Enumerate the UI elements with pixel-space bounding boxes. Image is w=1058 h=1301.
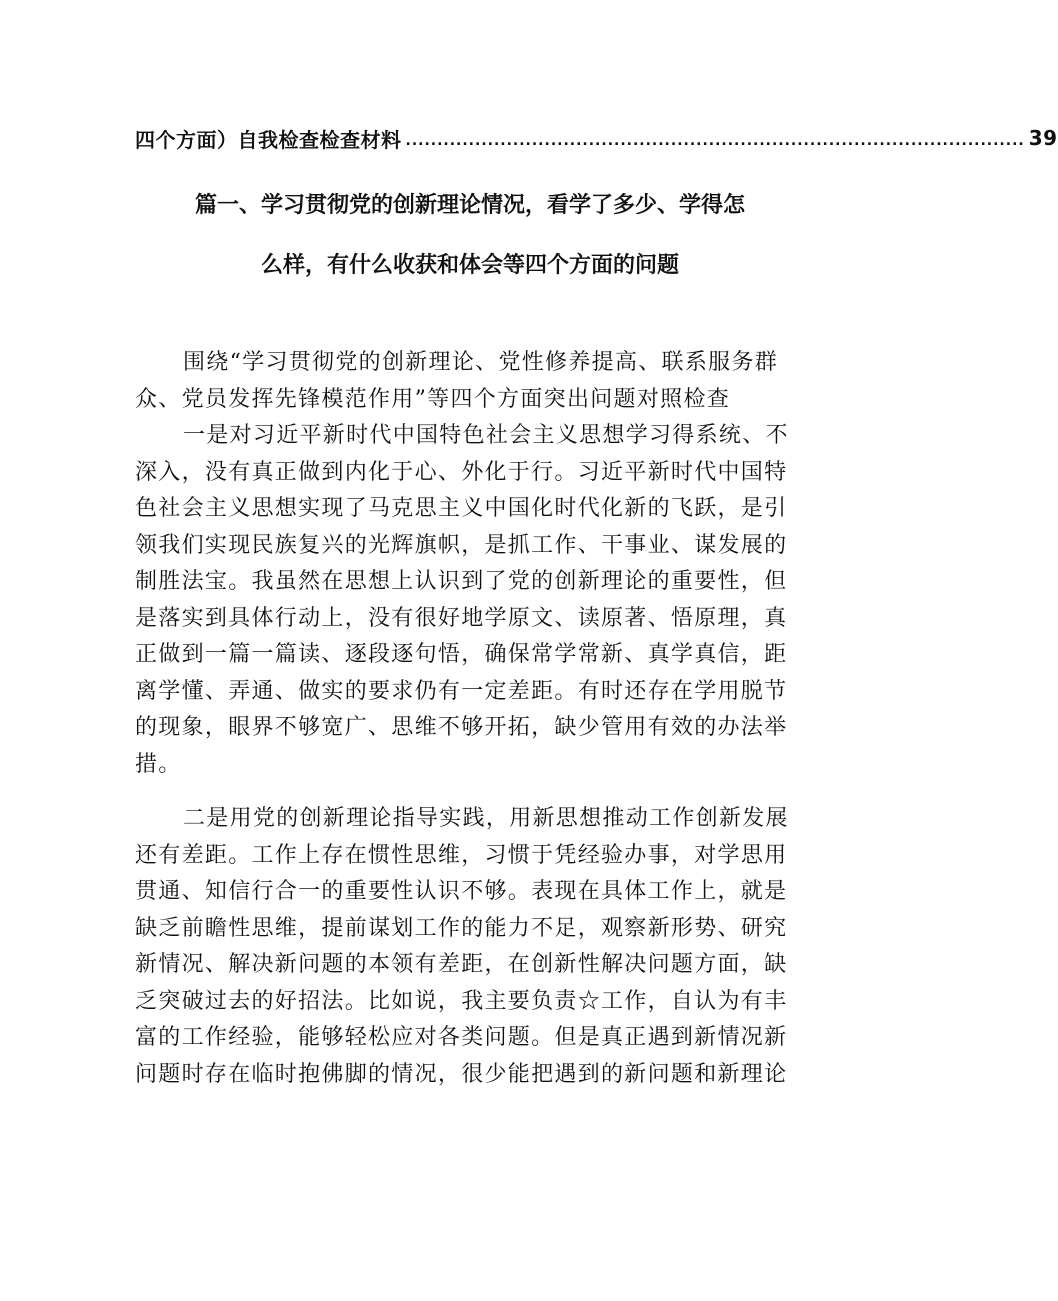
paragraph-point-one	[135, 418, 789, 783]
paragraph-spacer	[135, 783, 785, 801]
text-line: 贯通、知信行合一的重要性认识不够。表现在具体工作上，就是	[135, 879, 788, 904]
text-line: 一是对习近平新时代中国特色社会主义思想学习得系统、不	[183, 423, 789, 448]
toc-leader-dots: ..................................................................................................	[405, 133, 1025, 149]
text-line: 正做到一篇一篇读、逐段逐句悟，确保常学常新、真学真信，距	[135, 642, 788, 667]
toc-page-number: 39	[1028, 126, 1058, 150]
text-line: 离学懂、弄通、做实的要求仍有一定差距。有时还存在学用脱节	[135, 678, 788, 704]
section-heading-line: 么样，有什么收获和体会等四个方面的问题	[260, 253, 679, 278]
text-line: 还有差距。工作上存在惯性思维，习惯于凭经验办事，对学思用	[135, 842, 788, 868]
text-line: 问题时存在临时抱佛脚的情况，很少能把遇到的新问题和新理论	[135, 1061, 788, 1087]
text-line: 众、党员发挥先锋模范作用”等四个方面突出问题对照检查	[135, 386, 731, 412]
text-line: 领我们实现民族复兴的光辉旗帜，是抓工作、干事业、谋发展的	[135, 532, 788, 558]
body-text	[135, 345, 789, 1093]
text-line: 措。	[135, 751, 182, 777]
section-heading-line: 篇一、学习贯彻党的创新理论情况，看学了多少、学得怎	[194, 193, 745, 218]
text-line: 深入，没有真正做到内化于心、外化于行。习近平新时代中国特	[135, 459, 788, 485]
text-line: 是落实到具体行动上，没有很好地学原文、读原著、悟原理，真	[135, 605, 788, 631]
toc-entry[interactable]	[135, 120, 1058, 156]
text-line: 色社会主义思想实现了马克思主义中国化时代化新的飞跃，是引	[135, 496, 788, 521]
paragraph-intro	[135, 345, 785, 418]
text-line: 制胜法宝。我虽然在思想上认识到了党的创新理论的重要性，但	[135, 569, 788, 594]
text-line: 新情况、解决新问题的本领有差距，在创新性解决问题方面，缺	[135, 952, 788, 977]
text-line: 的现象，眼界不够宽广、思维不够开拓，缺少管用有效的办法举	[135, 715, 788, 740]
toc-entry-title: 四个方面）自我检查检查材料	[135, 127, 402, 152]
paragraph-point-two	[135, 801, 789, 1093]
section-heading	[150, 176, 790, 296]
text-line: 二是用党的创新理论指导实践，用新思想推动工作创新发展	[183, 806, 789, 831]
text-line: 缺乏前瞻性思维，提前谋划工作的能力不足，观察新形势、研究	[135, 915, 788, 941]
text-line: 富的工作经验，能够轻松应对各类问题。但是真正遇到新情况新	[135, 1025, 788, 1050]
text-line: 围绕“学习贯彻党的创新理论、党性修养提高、联系服务群	[183, 350, 779, 375]
text-line: 乏突破过去的好招法。比如说，我主要负责☆工作，自认为有丰	[135, 988, 788, 1014]
